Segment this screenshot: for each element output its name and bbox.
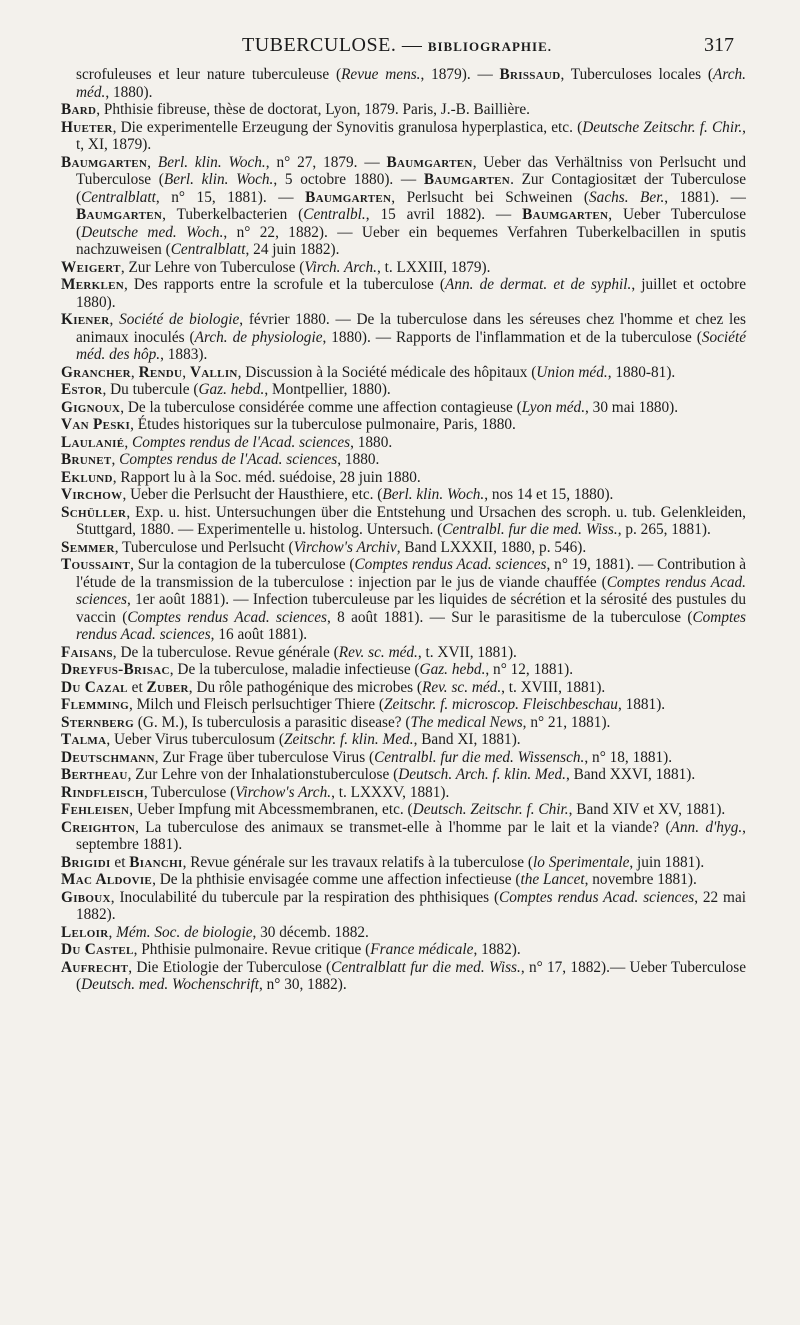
author-name: Virchow [61,486,123,503]
entry-text: , 1880). [105,83,153,101]
source-title: Centralbl. fur die med. Wiss. [442,521,618,538]
source-title: Société de biologie [119,311,240,328]
author-name: Weigert [61,258,121,276]
author-name: Du Cazal [61,678,128,696]
entry-text: , n° 21, 1881). [522,713,611,731]
author-name: Gignoux [61,398,121,416]
entry-text: , Band XI, 1881). [413,731,521,748]
entry-text: , n° 22, 1882). — Ueber ein bequemes Verfahren Tuberkelbacillen in sputis nachzuweisen ( [76,223,746,258]
entry-text: , Milch und Fleisch perlsuchtiger Thiere ( [128,696,384,713]
bibliography-entry [61,101,746,119]
entry-text: , n° 17, 1882).— Ueber Tuberculose ( [76,958,746,993]
source-title: Deutsche Zeitschr. f. Chir. [582,118,743,136]
source-title: Rev. sc. méd. [422,678,502,696]
source-title: Berl. klin. Woch. [163,171,274,188]
entry-text: , De la phthisie envisagée comme une affection infectieuse ( [152,871,521,888]
bibliography-entry [61,801,746,819]
entry-text: , Des rapports entre la scrofule et la tuberculose ( [124,276,446,293]
bibliography-entry [61,434,746,452]
source-title: Mém. Soc. de biologie [116,923,253,941]
entry-text: , 24 juin 1882). [245,241,340,258]
running-title: TUBERCULOSE. [241,34,397,56]
entry-text: , n° 18, 1881). [584,748,673,766]
entry-text: , juillet et octobre 1880). [76,276,747,311]
source-title: Société méd. des hôp. [76,328,746,363]
source-title: Deutsche med. Woch. [81,223,224,241]
source-title: Arch. méd. [76,66,746,101]
entry-text: , De la tuberculose. Revue générale ( [112,643,339,661]
bibliography-entry [61,819,746,854]
source-title: Comptes rendus Acad. sciences [127,608,327,626]
source-title: Comptes rendus Acad. sciences [499,888,695,906]
source-title: Comptes rendus de l'Acad. sciences [119,451,338,468]
source-title: Gaz. hebd. [419,661,486,678]
running-header [60,30,734,64]
entry-text: , n° 27, 1879. — [265,153,387,171]
entry-text: , 1879). — [420,66,500,83]
entry-text: , 22 mai 1882). [76,888,746,923]
entry-text: , 1882). [473,941,521,958]
page-number: 317 [704,34,734,56]
entry-text: , Ueber die Perlsucht der Hausthiere, etc. ( [122,486,383,503]
source-title: Deutsch. med. Wochenschrift [81,976,259,993]
entry-text: , 8 août 1881). — Sur le parasitisme de la tuberculose ( [326,608,693,626]
entry-text: , La tuberculose des animaux se transmet-elle à l'homme par le lait et la viande? ( [135,818,671,836]
source-title: Comptes rendus de l'Acad. sciences [132,433,351,451]
author-name: Bard [61,101,97,118]
author-name: Vallin [189,363,238,381]
source-title: the Lancet [520,871,585,888]
entry-text: , Die Etiologie der Tuberculose ( [128,958,332,976]
entry-text: , De la tuberculose considérée comme une affection contagieuse ( [120,398,522,416]
source-title: Ann. d'hyg. [670,818,743,836]
author-name: Schüller [61,503,127,521]
source-title: Virchow's Arch. [235,783,332,801]
entry-text: , [108,923,117,941]
entry-text: , 1880). — Rapports de l'inflammation et de la tuberculose ( [322,328,702,346]
entry-text: , Ueber Impfung mit Abcessmembranen, etc. ( [129,801,413,818]
entry-text: , 1er août 1881). — Infection tuberculeuse par les liquides de sécrétion et la sérosité des pustules du vaccin ( [76,591,746,626]
author-name: Baumgarten [305,188,392,206]
source-title: Revue mens. [341,66,421,83]
source-title: Comptes rendus Acad. sciences [76,573,746,608]
entry-text: , septembre 1881). [76,818,746,853]
source-title: Virchow's Archiv [293,538,397,556]
source-title: Sachs. Ber. [589,188,665,206]
bibliography-entry [61,416,746,434]
entry-text: , Du tubercule ( [102,381,199,398]
author-name: Baumgarten [386,153,473,171]
entry-text: , Ueber Virus tuberculosum ( [106,731,284,748]
running-title-line [60,34,734,57]
entry-text: , 30 décemb. 1882. [252,923,369,941]
author-name: Faisans [61,643,113,661]
author-name: Toussaint [61,556,131,573]
author-name: Kiener [61,311,110,328]
entry-text: et [127,678,147,696]
entry-text: , Phthisie fibreuse, thèse de doctorat, Lyon, 1879. Paris, J.-B. Baillière. [96,101,531,118]
entry-text: , Zur Frage über tuberculose Virus ( [154,748,375,766]
entry-text: , t. XVIII, 1881). [501,678,606,696]
author-name: Hueter [61,118,113,136]
entry-text: , Études historiques sur la tuberculose pulmonaire, Paris, 1880. [130,416,516,433]
bibliography-entry [61,469,746,487]
source-title: Arch. de physiologie [194,328,323,346]
author-name: Mac Aldovie [61,871,153,888]
source-title: Virch. Arch. [304,258,377,276]
author-name: Semmer [61,538,115,556]
source-title: Berl. klin. Woch. [382,486,485,503]
bibliography-entry [61,661,746,679]
entry-text: , Tuberculose und Perlsucht ( [114,538,294,556]
bibliography-entry [61,539,746,557]
entry-text: et [110,853,130,871]
bibliography-entry [61,784,746,802]
entry-text: , 1881). — [664,188,746,206]
header-dash: — [401,34,423,56]
bibliography-entry [61,749,746,767]
author-name: Rindfleisch [61,783,144,801]
source-title: Deutsch. Arch. f. klin. Med. [398,766,567,783]
author-name: Deutschmann [61,748,155,766]
entry-text: , Zur Lehre von Tuberculose ( [120,258,305,276]
entry-text: , 30 mai 1880). [585,398,679,416]
entry-text: , Montpellier, 1880). [264,381,391,398]
entry-text: , 1883). [160,346,208,363]
bibliography-entry [61,381,746,399]
entry-text: , n° 19, 1881). — Contribution à l'étude de la transmission de la tuberculose : injection par le jus de viande chauffée ( [76,556,746,591]
source-title: France médicale [370,941,474,958]
source-title: Centralblatt [81,188,156,206]
bibliography-entry [61,679,746,697]
entry-text: , 1880. [350,433,393,451]
author-name: Estor [61,381,103,398]
entry-text: , t. LXXIII, 1879). [377,258,491,276]
source-title: Centralbl. fur die med. Wissensch. [374,748,585,766]
source-title: Rev. sc. méd. [338,643,418,661]
entry-text: , février 1880. — De la tuberculose dans les séreuses chez l'homme et chez les animaux inoculés ( [76,311,746,346]
entry-text: , Tuberculoses locales ( [560,66,713,83]
author-name: Merklen [61,276,124,293]
author-name: Bianchi [129,853,183,871]
author-name: Laulanié [61,433,125,451]
entry-text: , De la tuberculose, maladie infectieuse ( [169,661,420,678]
bibliography-entry [61,644,746,662]
author-name: Eklund [61,468,113,486]
bibliography-entry [61,119,746,154]
entry-text: , Band XIV et XV, 1881). [568,801,726,818]
entry-text: , 15 avril 1882). — [365,206,523,223]
entry-text: , [124,433,132,451]
bibliography-entry [61,941,746,959]
source-title: The medical News [410,713,523,731]
entry-text: , Rapport lu à la Soc. méd. suédoise, 28 juin 1880. [112,468,421,486]
author-name: Baumgarten [61,153,148,171]
author-name: Bertheau [61,766,128,783]
entry-text: , Revue générale sur les travaux relatifs à la tuberculose ( [182,853,533,871]
source-title: Centralbl. [303,206,366,223]
bibliography-entry [61,154,746,259]
source-title: Berl. klin. Woch. [157,153,266,171]
entry-text: , [109,311,120,328]
author-name: Grancher [61,363,131,381]
author-name: Zuber [146,678,189,696]
bibliography-entry [61,766,746,784]
section-title: BIBLIOGRAPHIE. [427,39,552,54]
entry-text: , novembre 1881). [584,871,697,888]
bibliography-entry [61,854,746,872]
author-name: Giboux [61,888,111,906]
bibliography-entry [61,924,746,942]
author-name: Dreyfus-Brisac [61,661,170,678]
entry-text: , Sur la contagion de la tuberculose ( [130,556,355,573]
bibliography-entry [61,696,746,714]
source-title: Lyon méd. [521,398,586,416]
source-title: Comptes rendus Acad. sciences [76,608,746,643]
bibliography-entry [61,486,746,504]
entry-text: , Exp. u. hist. Untersuchungen über die Entstehung und Ursachen des scroph. u. tub. Gelenkleiden, Stuttgard, 1880. — Experimentelle u. histolog. Untersuch. ( [76,503,746,538]
bibliography-entry [61,451,746,469]
entry-text: , Tuberculose ( [143,783,236,801]
entry-text: , n° 15, 1881). — [155,188,306,206]
author-name: Brissaud [499,66,561,83]
entry-text: , Zur Lehre von der Inhalationstuberculose ( [127,766,399,783]
bibliography-entry [61,364,746,382]
author-name: Aufrecht [61,958,129,976]
author-name: Talma [61,731,107,748]
bibliography-entry [61,871,746,889]
author-name: Fehleisen [61,801,130,818]
entry-text: , 5 octobre 1880). — [273,171,424,188]
bibliography-entry [61,959,746,994]
source-title: lo Sperimentale [532,853,630,871]
entry-text: , Band LXXXII, 1880, p. 546). [396,538,587,556]
entry-text: , Die experimentelle Erzeugung der Synovitis granulosa hyperplastica, etc. ( [112,118,583,136]
source-title: Centralblatt [170,241,246,258]
entry-text: , n° 12, 1881). [485,661,574,678]
entry-text: , Ueber das Verhältniss von Perlsucht und Tuberculose ( [76,153,746,188]
entry-text: , Discussion à la Société médicale des hôpitaux ( [237,363,537,381]
entry-text: scrofuleuses et leur nature tuberculeuse ( [76,66,342,83]
author-name: Brigidi [61,853,111,871]
entry-text: , n° 30, 1882). [258,976,347,993]
entry-text: , t. XVII, 1881). [417,643,517,661]
bibliography-entry [61,556,746,644]
author-name: Leloir [61,923,109,941]
entry-text: , p. 265, 1881). [617,521,711,538]
author-name: Rendu [138,363,183,381]
author-name: Brunet [61,451,112,468]
source-title: Deutsch. Zeitschr. f. Chir. [412,801,569,818]
entry-text: , [111,451,120,468]
source-title: Ann. de dermat. et de syphil. [445,276,632,293]
source-title: Zeitschr. f. microscop. Fleischbeschau [384,696,618,713]
author-name: Baumgarten [423,171,511,188]
entry-text: , t. LXXXV, 1881). [331,783,450,801]
bibliography-entry [61,311,746,364]
bibliography-entry [61,276,746,311]
entry-text: , [182,363,190,381]
source-title: Zeitschr. f. klin. Med. [283,731,414,748]
entry-text: , [147,153,158,171]
entry-text: , Inoculabilité du tubercule par la respiration des phthisiques ( [110,888,500,906]
entry-text: , 1880. [337,451,380,468]
entry-text: , Tuberkelbacterien ( [162,206,304,223]
bibliography-list [61,66,746,1265]
entry-text: , Perlsucht bei Schweinen ( [391,188,590,206]
source-title: Gaz. hebd. [198,381,265,398]
bibliography-entry [61,399,746,417]
author-name: Van Peski [61,416,131,433]
source-title: Comptes rendus Acad. sciences [354,556,547,573]
entry-text: , juin 1881). [629,853,705,871]
bibliography-entry [61,731,746,749]
bibliography-entry [61,504,746,539]
author-name: Du Castel [61,941,134,958]
entry-text: . Zur Contagiositæt der Tuberculose ( [76,171,746,206]
source-title: Union méd. [536,363,608,381]
author-name: Creighton [61,818,136,836]
bibliography-entry [61,259,746,277]
entry-text: (G. M.), Is tuberculosis a parasitic disease? ( [133,713,411,731]
entry-text: , [130,363,139,381]
entry-text: , nos 14 et 15, 1880). [484,486,614,503]
entry-text: , 16 août 1881). [210,626,308,643]
entry-text: , Ueber Tuberculose ( [76,206,746,241]
author-name: Baumgarten [76,206,163,223]
entry-text: , Band XXVI, 1881). [566,766,696,783]
entry-text: , Du rôle pathogénique des microbes ( [188,678,423,696]
bibliography-entry [61,66,746,101]
bibliography-entry [61,714,746,732]
bibliography-entry [61,889,746,924]
author-name: Flemming [61,696,129,713]
source-title: Centralblatt fur die med. Wiss. [331,958,521,976]
entry-text: , t, XI, 1879). [76,118,746,153]
entry-text: , 1881). [617,696,666,713]
entry-text: , Phthisie pulmonaire. Revue critique ( [133,941,371,958]
author-name: Sternberg [61,713,134,731]
entry-text: , 1880-81). [607,363,676,381]
author-name: Baumgarten [522,206,609,223]
